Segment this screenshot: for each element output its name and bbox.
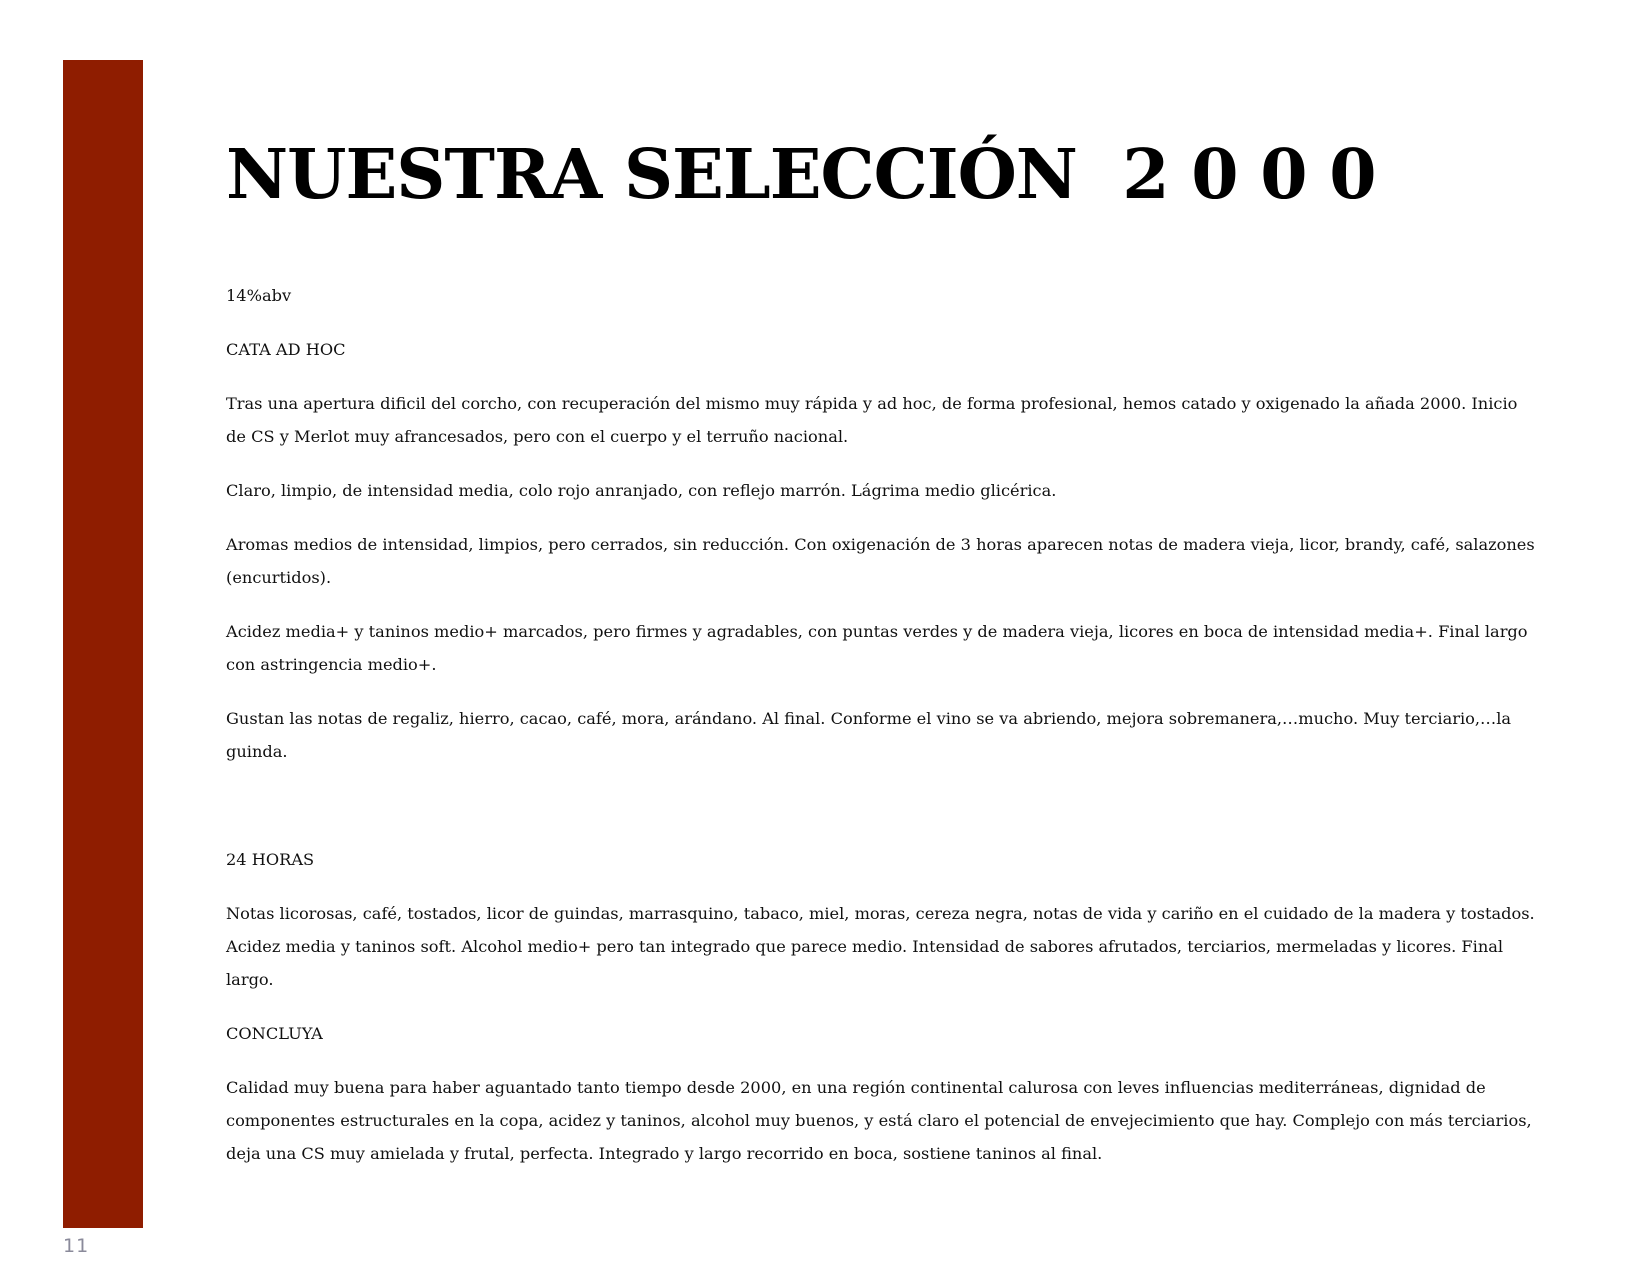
paragraph-appearance: Claro, limpio, de intensidad media, colo rojo anranjado, con reflejo marrón. Lágrima medio glicérica. [226, 481, 1057, 500]
paragraph-notes: Gustan las notas de regaliz, hierro, cacao, café, mora, arándano. Al final. Conforme el vino se va abriendo, mejora sobremanera,…mucho. Muy terciario,…la guinda. [226, 709, 1512, 761]
paragraph-24-horas: Notas licorosas, café, tostados, licor de guindas, marrasquino, tabaco, miel, moras, cereza negra, notas de vida y cariño en el cuidado de la madera y tostados. Acidez media y taninos soft. Alcohol medio+ pero tan integrado que parece medio. Intensidad de sabores afrutados, terciarios, mermeladas y licores. Final largo. [226, 904, 1535, 989]
page-number: 11 [63, 1235, 90, 1257]
paragraph-opening: Tras una apertura dificil del corcho, con recuperación del mismo muy rápida y ad hoc, de forma profesional, hemos catado y oxigenado la añada 2000. Inicio de CS y Merlot muy afrancesados, pero con el cuerpo y el terruño nacional. [226, 394, 1518, 446]
accent-side-bar [63, 60, 143, 1228]
section-heading-24-horas: 24 HORAS [226, 850, 315, 869]
document-content [226, 130, 1536, 1191]
paragraph-palate: Acidez media+ y taninos medio+ marcados, pero firmes y agradables, con puntas verdes y de madera vieja, licores en boca de intensidad media+. Final largo con astringencia medio+. [226, 622, 1528, 674]
section-heading-concluya: CONCLUYA [226, 1024, 323, 1043]
abv-line: 14%abv [226, 286, 292, 305]
section-heading-cata: CATA AD HOC [226, 340, 346, 359]
paragraph-conclusion: Calidad muy buena para haber aguantado tanto tiempo desde 2000, en una región continental calurosa con leves influencias mediterráneas, dignidad de componentes estructurales en la copa, acidez y taninos, alcohol muy buenos, y está claro el potencial de envejecimiento que hay. Complejo con más terciarios, deja una CS muy amielada y frutal, perfecta. Integrado y largo recorrido en boca, sostiene taninos al final. [226, 1078, 1532, 1163]
paragraph-aromas: Aromas medios de intensidad, limpios, pero cerrados, sin reducción. Con oxigenación de 3 horas aparecen notas de madera vieja, licor, brandy, café, salazones (encurtidos). [226, 535, 1535, 587]
tasting-notes [226, 279, 1536, 1170]
spacer [226, 789, 1536, 843]
page-title: NUESTRA SELECCIÓN 2 0 0 0 [226, 135, 1376, 215]
